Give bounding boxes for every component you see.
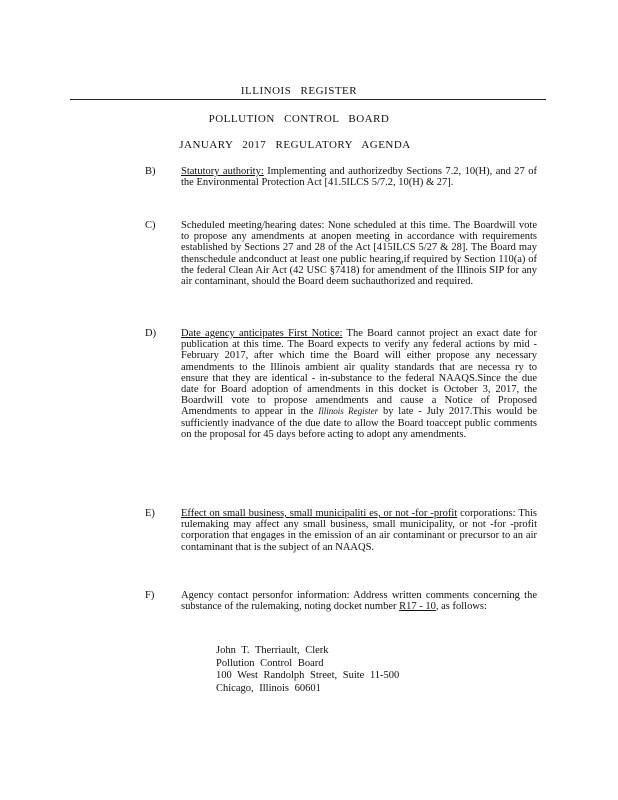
contact-address — [216, 645, 399, 695]
item-body — [181, 166, 537, 188]
agenda-title: JANUARY 2017 REGULATORY AGENDA — [179, 139, 411, 151]
address-line: Pollution Control Board — [216, 657, 324, 669]
address-line: 100 West Randolph Street, Suite 11-500 — [216, 670, 400, 681]
item-marker: E) — [145, 508, 155, 519]
item-marker: C) — [145, 220, 156, 231]
item-body — [181, 590, 537, 612]
register-title: ILLINOIS REGISTER — [240, 85, 358, 97]
item-text: Agency contact personfor information: Address written comments concerning the substance of the rulemaking, noting docket number — [181, 590, 537, 613]
item-marker: D) — [145, 328, 157, 339]
item-body — [181, 508, 537, 553]
item-heading: Statutory authority: — [181, 166, 264, 177]
item-b — [145, 166, 537, 188]
item-text-continued: by late - July 2017.This would be sufficiently inadvance of the due date to allow the Board toaccept public comments on the proposal for 45 days before acting to adopt any amendments. — [181, 406, 537, 440]
item-text: Scheduled meeting/hearing dates: None scheduled at this time. The Boardwill vote to propose any amendments at anopen meeting in accordance with requirements established by Sections 27 and 28 of the Act [415ILCS 5/27 & 28]. The Board may thenschedule andconduct at least one public hearing,if required by Section 110(a) of the federal Clean Air Act (42 USC §7418) for amendment of the Illinois SIP for any air contaminant, should the Board deem suchauthorized and required. — [181, 220, 537, 288]
item-text: Implementing and authorizedby Sections 7.2, 10(H), and 27 of the Environmental Protection Act [41.5ILCS 5/7.2, 10(H) & 27]. — [181, 166, 537, 189]
item-e — [145, 508, 537, 553]
item-f — [145, 590, 537, 612]
item-text: corporations: This rulemaking may affect any small business, small municipality, or not -for -profit corporation that engages in the emission of an air contaminant or precursor to an air contaminant that is the subject of an NAAQS. — [181, 508, 537, 553]
item-body — [181, 220, 537, 287]
address-line: Chicago, Illinois 60601 — [216, 682, 321, 694]
header-rule — [70, 99, 546, 100]
item-heading: Effect on small business, small municipaliti es, or not -for -profit — [181, 508, 458, 519]
item-marker: F) — [145, 590, 155, 601]
docket-number: R17 - 10 — [399, 601, 436, 613]
item-body — [181, 328, 537, 440]
item-d — [145, 328, 537, 440]
item-text-continued: , as follows: — [435, 601, 487, 613]
item-text: The Board cannot project an exact date for publication at this time. The Board expects to verify any federal actions by mid -February 2017, after which time the Board will either propose any necessary amendments to the Illinois ambient air quality standards that are necessa ry to ensure that they are identical - in-substance to the federal NAAQS.Since the due date for Board adoption of amendments in this docket is October 3, 2017, the Boardwill vote to propose amendments and cause a Notice of Proposed Amendments to appear in the — [181, 328, 537, 418]
item-marker: B) — [145, 166, 156, 177]
publication-name: Illinois Register — [318, 406, 379, 417]
item-heading: Date agency anticipates First Notice: — [181, 328, 343, 339]
address-line: John T. Therriault, Clerk — [216, 645, 329, 656]
item-c — [145, 220, 537, 287]
agency-title: POLLUTION CONTROL BOARD — [208, 113, 390, 125]
